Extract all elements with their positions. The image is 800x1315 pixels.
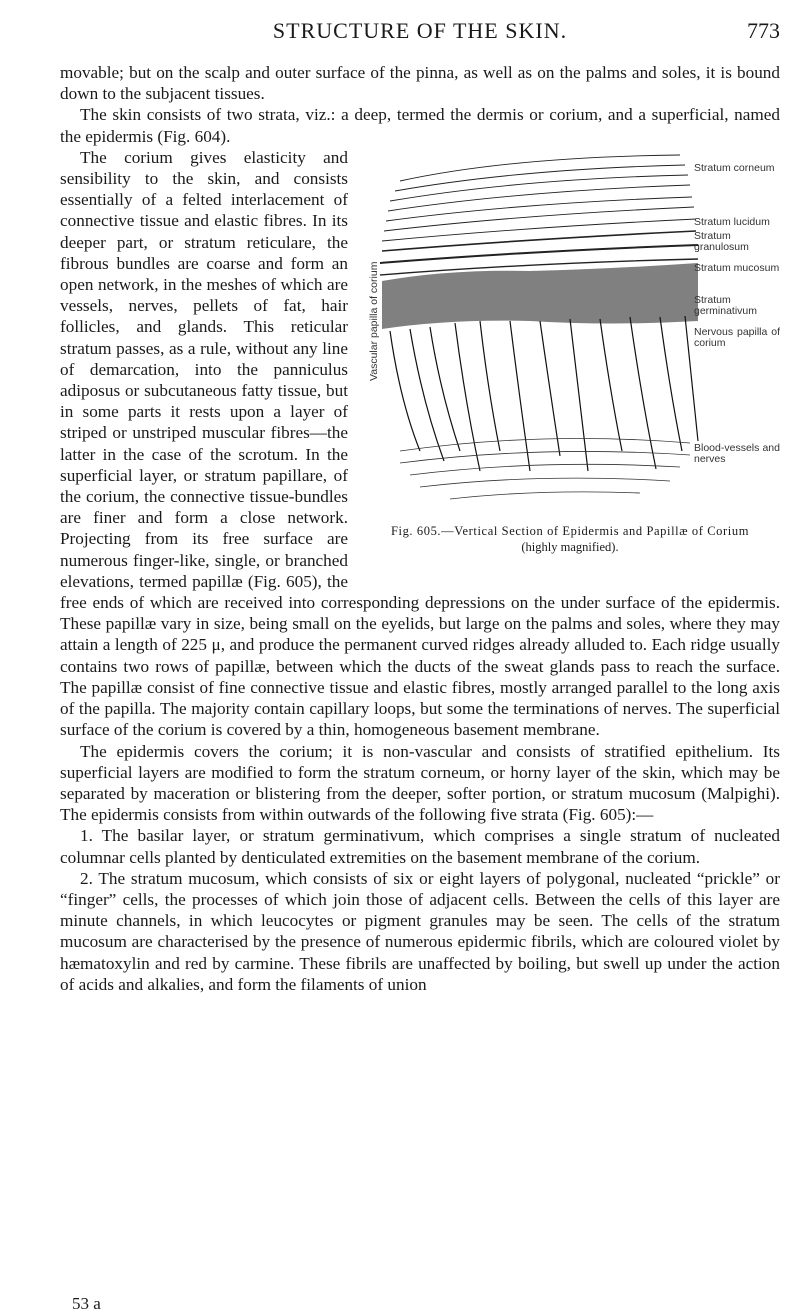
running-title: STRUCTURE OF THE SKIN. xyxy=(272,18,568,43)
figure-illustration xyxy=(360,151,780,521)
page-number: 773 xyxy=(747,18,780,43)
signature-mark: 53 a xyxy=(72,1294,101,1313)
paragraph-2: The skin consists of two strata, viz.: a deep, termed the dermis or corium, and a superficial, named the epidermis (Fig. 604). xyxy=(60,105,780,146)
body-text xyxy=(60,62,780,995)
label-stratum-corneum: Stratum corneum xyxy=(694,161,775,174)
paragraph-3: The corium gives elasticity and sensibility to the skin, and consists essentially of a felted interlacement of connective tissue and elastic fibres. In its deeper part, or stratum reticulare, the fibrous bundles are coarse and form an open network, in the meshes of which are vessels, nerves, pellets of fat, hair follicles, and glands. This reticular stratum passes, as a rule, without any line of demarcation, into the panniculus adiposus or subcutaneous fatty tissue, but in some parts it rests upon a layer of striped or unstriped muscular fibres—the latter in the case of the scrotum. In the superficial layer, or stratum papillare, of the corium, the connective tissue-bundles are finer and form a close network. Projecting from its free surface are numerous finger-like, single, or branched elevations, termed papillæ (Fig. 605), the free ends of which are received into corresponding depressions on the under surface of the epidermis. These papillæ vary in size, being small on the eyelids, but large on the palms and soles, where they may attain a length of 225 μ, and produce the permanent curved ridges already alluded to. Each ridge usually contains two rows of papillæ, between which the ducts of the sweat glands pass to reach the surface. The papillæ consist of fine connective tissue and elastic fibres, mostly arranged parallel to the long axis of the papilla. The majority contain capillary loops, but some the terminations of nerves. The superficial surface of the corium is covered by a thin, homogeneous basement membrane. xyxy=(60,147,780,740)
label-stratum-lucidum: Stratum lucidum xyxy=(694,215,770,228)
paragraph-6: 2. The stratum mucosum, which consists of six or eight layers of polygonal, nucleated “prickle” or “finger” cells, the processes of which join those of adjacent cells. Between the cells of this layer are minute channels, in which leucocytes or pigment granules may be seen. The cells of the stratum mucosum are characterised by the presence of numerous epidermic fibrils, which are coloured violet by hæmatoxylin and red by carmine. These fibrils are unaffected by boiling, but swell up under the action of acids and alkalies, and form the filaments of union xyxy=(60,868,780,994)
paragraph-5: 1. The basilar layer, or stratum germinativum, which comprises a single stratum of nucleated columnar cells planted by denticulated extremities on the basement membrane of the corium. xyxy=(60,826,780,867)
figure-caption xyxy=(360,523,780,555)
label-stratum-granulosum: Stratum granulosum xyxy=(694,229,749,253)
label-vascular-papilla: Vascular papilla of corium xyxy=(368,261,380,381)
caption-main: Fig. 605.—Vertical Section of Epidermis and Papillæ of Corium xyxy=(390,523,750,538)
label-blood-vessels: Blood-vessels and nerves xyxy=(694,441,780,465)
running-head xyxy=(60,14,780,48)
label-stratum-mucosum: Stratum mucosum xyxy=(694,261,780,274)
figure-605 xyxy=(360,151,780,579)
paragraph-4: The epidermis covers the corium; it is non-vascular and consists of stratified epithelium. Its superficial layers are modified to form the stratum corneum, or horny layer of the skin, which may be separated by maceration or blistering from the deeper, softer portion, or stratum mucosum (Malpighi). The epidermis consists from within outwards of the following five strata (Fig. 605):— xyxy=(60,741,780,825)
caption-sub: (highly magnified). xyxy=(521,539,619,554)
paragraph-1: movable; but on the scalp and outer surface of the pinna, as well as on the palms and soles, it is bound down to the subjacent tissues. xyxy=(60,63,780,104)
label-stratum-germinativum: Stratum germinativum xyxy=(694,293,758,317)
label-nervous-papilla: Nervous papilla of corium xyxy=(694,325,780,349)
